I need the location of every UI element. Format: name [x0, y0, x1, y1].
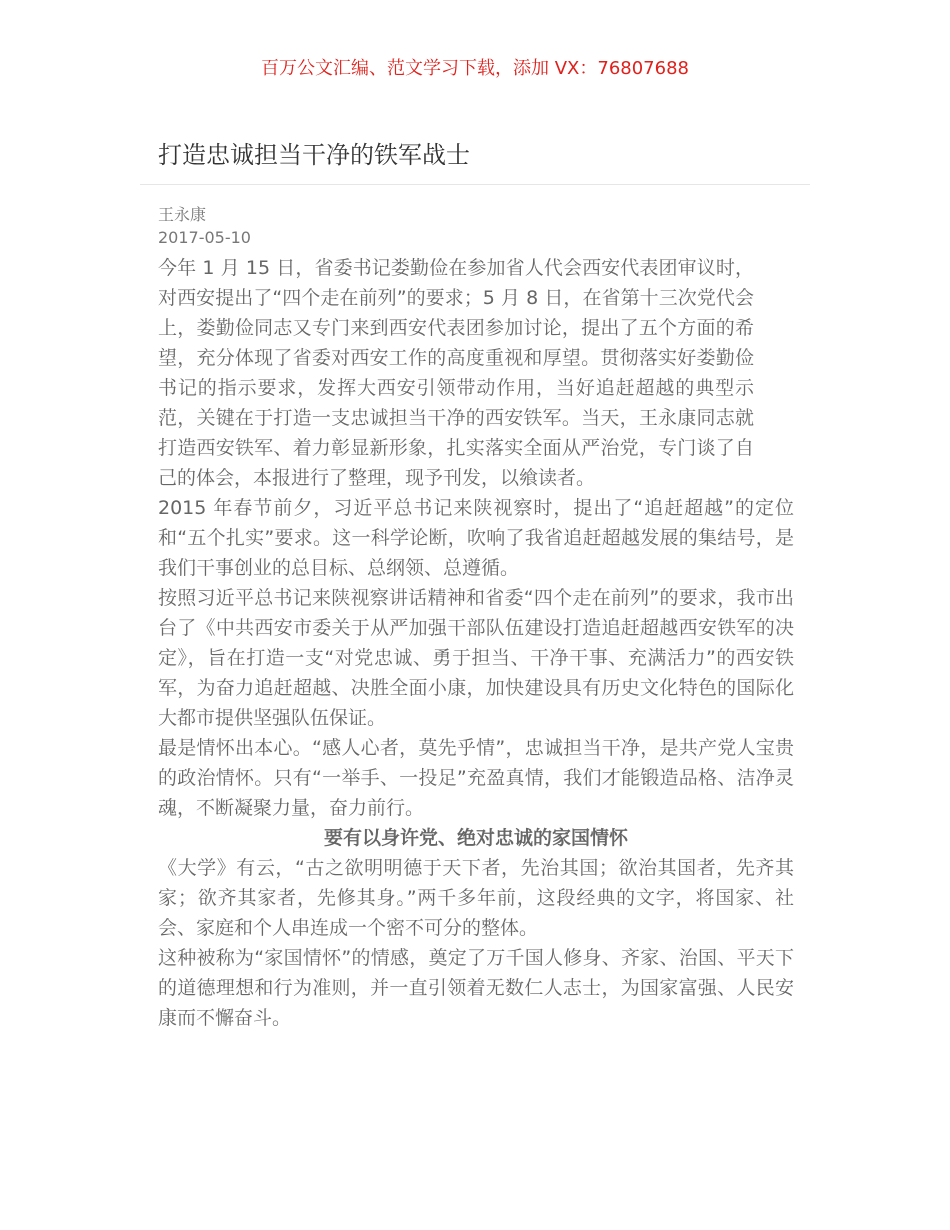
article-paragraph: 最是情怀出本心。“感人心者，莫先乎情”，忠诚担当干净，是共产党人宝贵的政治情怀。只有“一举手、一投足”充盈真情，我们才能锻造品格、洁净灵魂，不断凝聚力量，奋力前行。 [158, 737, 794, 819]
article-author: 王永康 [158, 205, 207, 224]
article-title: 打造忠诚担当干净的铁军战士 [158, 141, 470, 169]
article-paragraph: 今年 1 月 15 日，省委书记娄勤俭在参加省人代会西安代表团审议时，对西安提出了“四个走在前列”的要求；5 月 8 日，在省第十三次党代会上，娄勤俭同志又专门来到西安代表团参加讨论，提出了五个方面的希望，充分体现了省委对西安工作的高度重视和厚望。贯彻落实好娄勤俭书记的指示要求，发挥大西安引领带动作用，当好追赶超越的典型示范，关键在于打造一支忠诚担当干净的西安铁军。当天，王永康同志就打造西安铁军、着力彰显新形象，扎实落实全面从严治党，专门谈了自己的体会，本报进行了整理，现予刊发，以飨读者。 [158, 257, 754, 489]
title-divider [140, 184, 810, 185]
article-date: 2017-05-10 [158, 228, 251, 247]
section-heading: 要有以身许党、绝对忠诚的家国情怀 [323, 827, 628, 849]
article-paragraph: 按照习近平总书记来陕视察讲话精神和省委“四个走在前列”的要求，我市出台了《中共西安市委关于从严加强干部队伍建设打造追赶超越西安铁军的决定》，旨在打造一支“对党忠诚、勇于担当、干净干事、充满活力”的西安铁军，为奋力追赶超越、决胜全面小康，加快建设具有历史文化特色的国际化大都市提供坚强队伍保证。 [158, 587, 794, 729]
article-paragraph: 2015 年春节前夕，习近平总书记来陕视察时，提出了“追赶超越”的定位和“五个扎实”要求。这一科学论断，吹响了我省追赶超越发展的集结号，是我们干事创业的总目标、总纲领、总遵循。 [158, 497, 794, 579]
article-paragraph: 《大学》有云，“古之欲明明德于天下者，先治其国；欲治其国者，先齐其家；欲齐其家者，先修其身。”两千多年前，这段经典的文字，将国家、社会、家庭和个人串连成一个密不可分的整体。 [158, 857, 794, 939]
article-body [158, 253, 794, 1033]
download-banner: 百万公文汇编、范文学习下载，添加 VX：76807688 [261, 58, 689, 79]
article-paragraph: 这种被称为“家国情怀”的情感，奠定了万千国人修身、齐家、治国、平天下的道德理想和行为准则，并一直引领着无数仁人志士，为国家富强、人民安康而不懈奋斗。 [158, 947, 794, 1029]
